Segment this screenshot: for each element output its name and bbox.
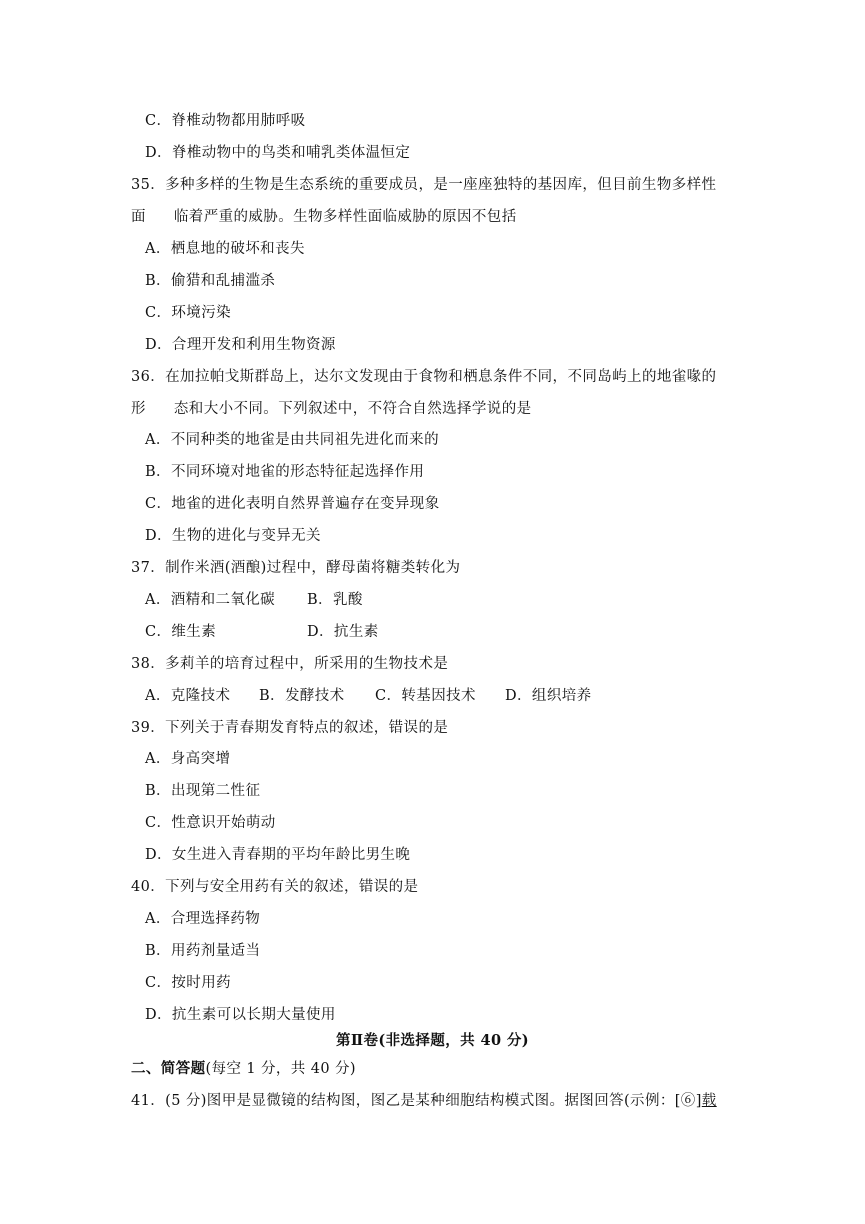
q36-option-c: C．地雀的进化表明自然界普遍存在变异现象 (145, 496, 440, 512)
q36-stem-continued (131, 399, 532, 419)
q39-stem: 39．下列关于青春期发育特点的叙述，错误的是 (131, 720, 449, 736)
q35-option-b: B．偷猎和乱捕滥杀 (145, 273, 276, 289)
q37-options-row-2 (145, 622, 379, 642)
q38-option-b: B．发酵技术 (259, 688, 345, 704)
q37-options-row-1 (145, 590, 363, 610)
q37-stem: 37．制作米酒(酒酿)过程中，酵母菌将糖类转化为 (131, 560, 461, 576)
q40-option-d: D．抗生素可以长期大量使用 (145, 1007, 336, 1023)
section-2-heading: 第Ⅱ卷(非选择题，共 40 分) (335, 1032, 530, 1049)
q34-option-c: C．脊椎动物都用肺呼吸 (145, 113, 306, 129)
q36-stem-start: 形 (131, 401, 146, 417)
q38-option-d: D．组织培养 (505, 688, 592, 704)
q38-option-a: A．克隆技术 (145, 688, 231, 704)
q41-example-answer: 载 (701, 1093, 717, 1109)
q40-stem: 40．下列与安全用药有关的叙述，错误的是 (131, 879, 419, 895)
q39-option-c: C．性意识开始萌动 (145, 815, 276, 831)
q37-option-c: C．维生素 (145, 624, 217, 640)
q34-option-d: D．脊椎动物中的鸟类和哺乳类体温恒定 (145, 145, 411, 161)
section-2-scoring: (每空 1 分，共 40 分) (205, 1061, 356, 1077)
q35-stem-continued (131, 207, 517, 227)
q35-stem-start: 面 (131, 209, 146, 225)
q36-option-d: D．生物的进化与变异无关 (145, 528, 321, 544)
q38-stem: 38．多莉羊的培育过程中，所采用的生物技术是 (131, 656, 449, 672)
q35-option-a: A．栖息地的破坏和丧失 (145, 241, 305, 257)
q35-option-d: D．合理开发和利用生物资源 (145, 337, 336, 353)
q35-option-c: C．环境污染 (145, 305, 231, 321)
q37-option-d: D．抗生素 (307, 624, 379, 640)
q36-option-b: B．不同环境对地雀的形态特征起选择作用 (145, 464, 425, 480)
q40-option-b: B．用药剂量适当 (145, 943, 261, 959)
q35-stem-rest: 临着严重的威胁。生物多样性面临威胁的原因不包括 (173, 209, 517, 225)
q40-option-a: A．合理选择药物 (145, 911, 261, 927)
q39-option-a: A．身高突增 (145, 751, 231, 767)
q37-option-a: A．酒精和二氧化碳 (145, 592, 276, 608)
q38-option-c: C．转基因技术 (375, 688, 476, 704)
q36-stem: 36．在加拉帕戈斯群岛上，达尔文发现由于食物和栖息条件不同，不同岛屿上的地雀喙的 (131, 369, 717, 385)
q38-options-row (145, 686, 592, 706)
q36-stem-rest: 态和大小不同。下列叙述中，不符合自然选择学说的是 (173, 401, 532, 417)
q35-stem: 35．多种多样的生物是生态系统的重要成员，是一座座独特的基因库，但目前生物多样性 (131, 177, 717, 193)
q37-option-b: B．乳酸 (307, 592, 363, 608)
q39-option-b: B．出现第二性征 (145, 783, 261, 799)
section-2-title: 二、简答题 (131, 1060, 206, 1077)
q39-option-d: D．女生进入青春期的平均年龄比男生晚 (145, 847, 411, 863)
section-2-subheading (131, 1059, 356, 1079)
q41-stem-text: 41．(5 分)图甲是显微镜的结构图，图乙是某种细胞结构模式图。据图回答(示例：[⑥] (131, 1093, 702, 1109)
q40-option-c: C．按时用药 (145, 975, 231, 991)
q41-stem (131, 1091, 717, 1111)
q36-option-a: A．不同种类的地雀是由共同祖先进化而来的 (145, 432, 439, 448)
